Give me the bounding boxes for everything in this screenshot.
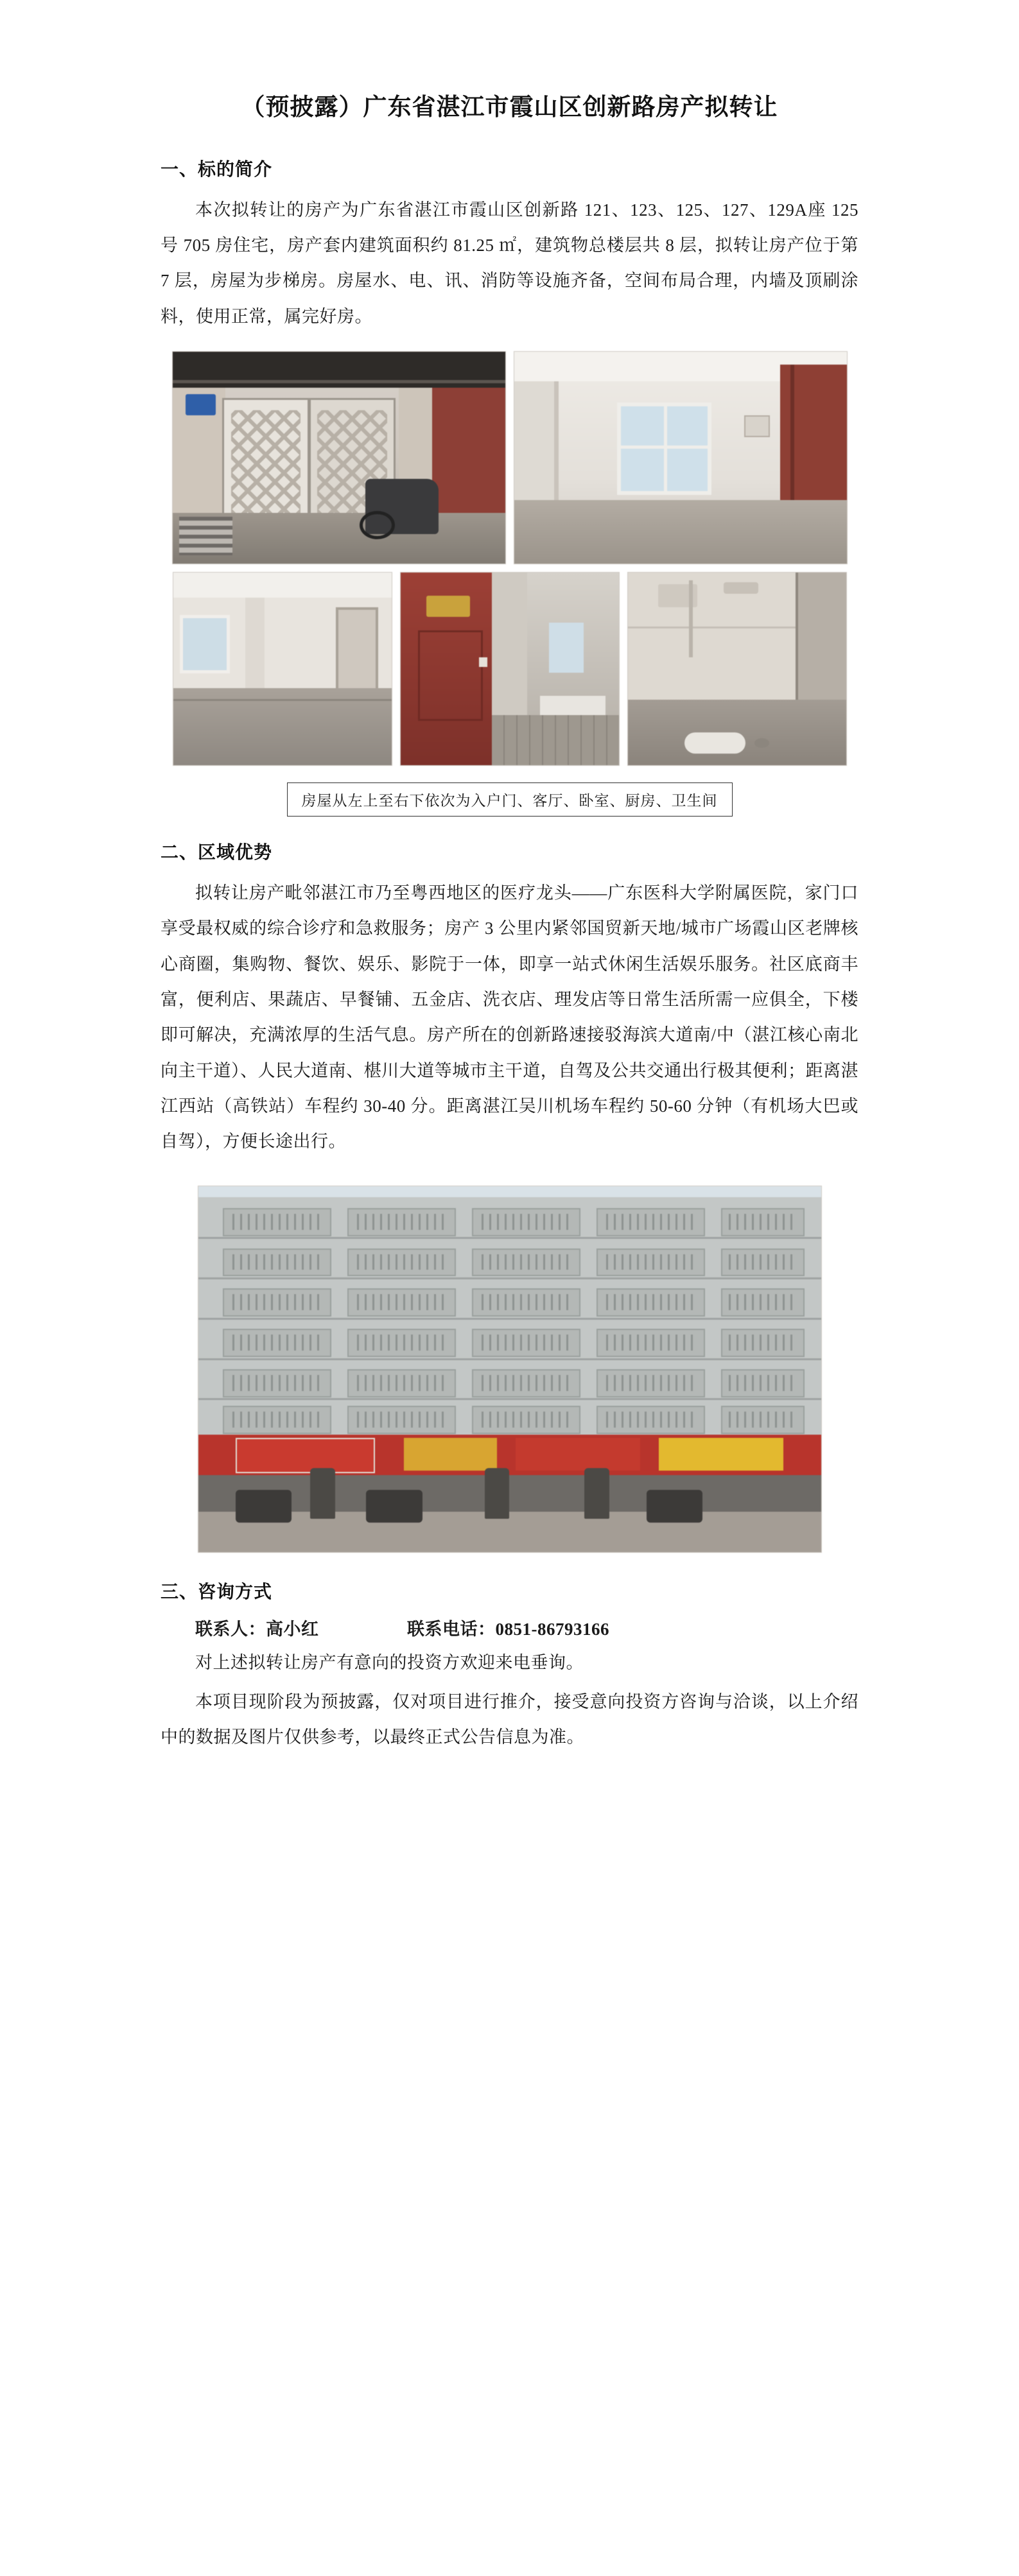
- photo-entrance-door: [172, 351, 506, 564]
- contact-person: 联系人：高小红: [195, 1619, 319, 1639]
- contact-info-row: [161, 1615, 858, 1640]
- photo-row-top: [172, 351, 848, 564]
- photo-kitchen: [400, 572, 620, 766]
- section2-paragraph: 拟转让房产毗邻湛江市乃至粤西地区的医疗龙头——广东医科大学附属医院，家门口享受最权威的综合诊疗和急救服务；房产 3 公里内紧邻国贸新天地/城市广场霞山区老牌核心商圈，集购物、餐饮、娱乐、影院于一体，即享一站式休闲生活娱乐服务。社区底商丰富，便利店、果蔬店、早餐铺、五金店、洗衣店、理发店等日常生活所需一应俱全，下楼即可解决，充满浓厚的生活气息。房产所在的创新路速接驳海滨大道南/中（湛江核心南北向主干道）、人民大道南、椹川大道等城市主干道，自驾及公共交通出行极其便利；距离湛江西站（高铁站）车程约 30-40 分。距离湛江吴川机场车程约 50-60 分钟（有机场大巴或自驾），方便长途出行。: [161, 883, 858, 1152]
- section-heading-contact: 三、咨询方式: [161, 1582, 273, 1602]
- section1-paragraph: 本次拟转让的房产为广东省湛江市霞山区创新路 121、123、125、127、129A座 125 号 705 房住宅，房产套内建筑面积约 81.25 ㎡，建筑物总楼层共 8 层，拟转让房产位于第 7 层，房屋为步梯房。房屋水、电、讯、消防等设施齐备，空间布局合理，内墙及顶刷涂料，使用正常，属完好房。: [161, 200, 858, 326]
- section-heading-location: 二、区域优势: [161, 842, 273, 863]
- photo-row-bottom: [173, 572, 847, 766]
- section3-paragraph-1: 对上述拟转让房产有意向的投资方欢迎来电垂询。: [195, 1652, 584, 1672]
- section3-paragraph-2: 本项目现阶段为预披露，仅对项目进行推介，接受意向投资方咨询与洽谈，以上介绍中的数据及图片仅供参考，以最终正式公告信息为准。: [161, 1691, 858, 1747]
- contact-phone: 联系电话：0851-86793166: [407, 1619, 609, 1639]
- section-heading-overview: 一、标的简介: [161, 159, 273, 180]
- photo-bathroom: [627, 572, 847, 766]
- photo-caption-wrap: [161, 772, 858, 817]
- building-photo-wrap: [161, 1186, 858, 1556]
- photo-living-room: [514, 351, 848, 564]
- photo-bedroom: [173, 572, 392, 766]
- photo-building-facade: [198, 1186, 822, 1553]
- page-title: （预披露）广东省湛江市霞山区创新路房产拟转让: [241, 94, 778, 121]
- photo-caption: 房屋从左上至右下依次为入户门、客厅、卧室、厨房、卫生间: [287, 782, 733, 817]
- property-photo-grid: [161, 351, 858, 766]
